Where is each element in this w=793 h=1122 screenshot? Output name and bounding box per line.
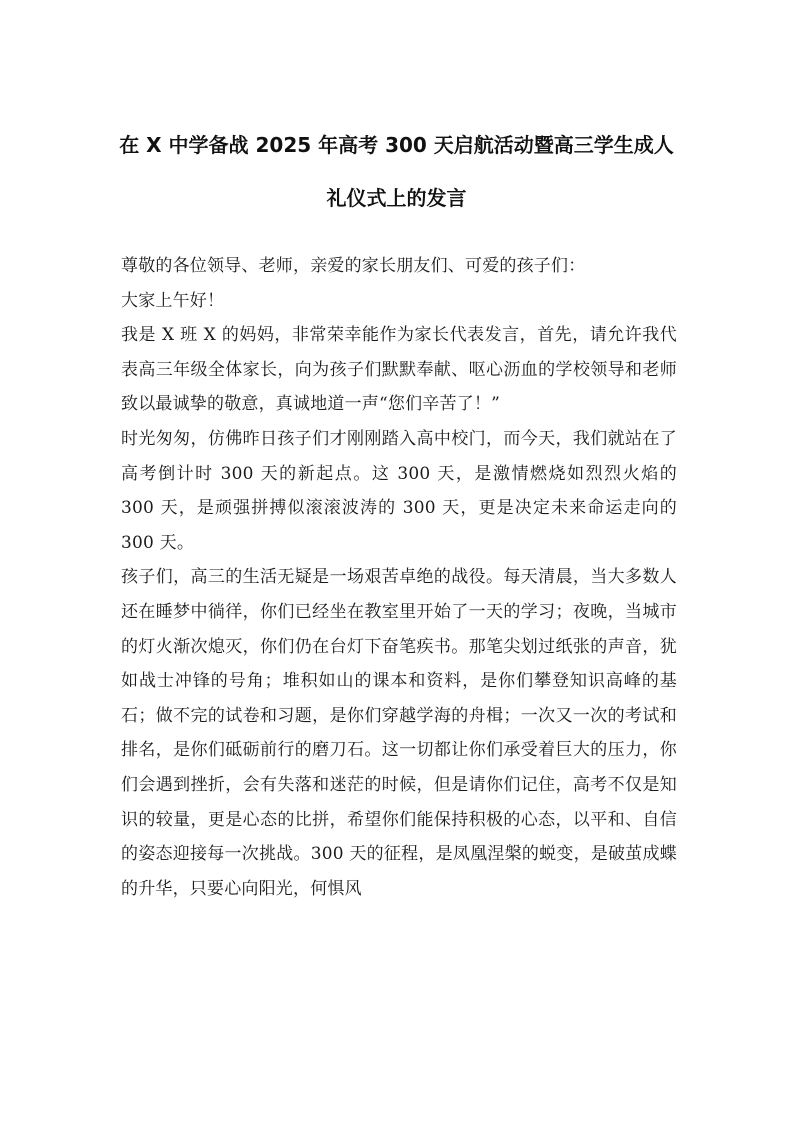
salutation-paragraph: 尊敬的各位领导、老师，亲爱的家长朋友们、可爱的孩子们：: [121, 256, 586, 276]
countdown-paragraph: 时光匆匆，仿佛昨日孩子们才刚刚踏入高中校门，而今天，我们就站在了高考倒计时 300 天的新起点。这 300 天，是激情燃烧如烈烈火焰的 300 天，是顽强拼搏似滚滚波涛的 300 天，更是决定未来命运走向的 300 天。: [121, 428, 677, 553]
document-title-line-2: 礼仪式上的发言: [326, 186, 467, 210]
introduction-paragraph: 我是 X 班 X 的妈妈，非常荣幸能作为家长代表发言，首先，请允许我代表高三年级全体家长，向为孩子们默默奉献、呕心沥血的学校领导和老师致以最诚挚的敬意，真诚地道一声“您们辛苦了！”: [121, 325, 677, 415]
encouragement-paragraph: 孩子们，高三的生活无疑是一场艰苦卓绝的战役。每天清晨，当大多数人还在睡梦中徜徉，你们已经坐在教室里开始了一天的学习；夜晚，当城市的灯火渐次熄灭，你们仍在台灯下奋笔疾书。那笔尖划过纸张的声音，犹如战士冲锋的号角；堆积如山的课本和资料，是你们攀登知识高峰的基石；做不完的试卷和习题，是你们穿越学海的舟楫；一次又一次的考试和排名，是你们砥砺前行的磨刀石。这一切都让你们承受着巨大的压力，你们会遇到挫折，会有失落和迷茫的时候，但是请你们记住，高考不仅是知识的较量，更是心态的比拼，希望你们能保持积极的心态，以平和、自信的姿态迎接每一次挑战。300 天的征程，是凤凰涅槃的蜕变，是破茧成蝶的升华，只要心向阳光，何惧风: [121, 567, 677, 899]
greeting-paragraph: 大家上午好！: [121, 290, 225, 311]
document-body: [121, 249, 677, 906]
document-title-line-1: 在 X 中学备战 2025 年高考 300 天启航活动暨高三学生成人: [119, 133, 674, 157]
